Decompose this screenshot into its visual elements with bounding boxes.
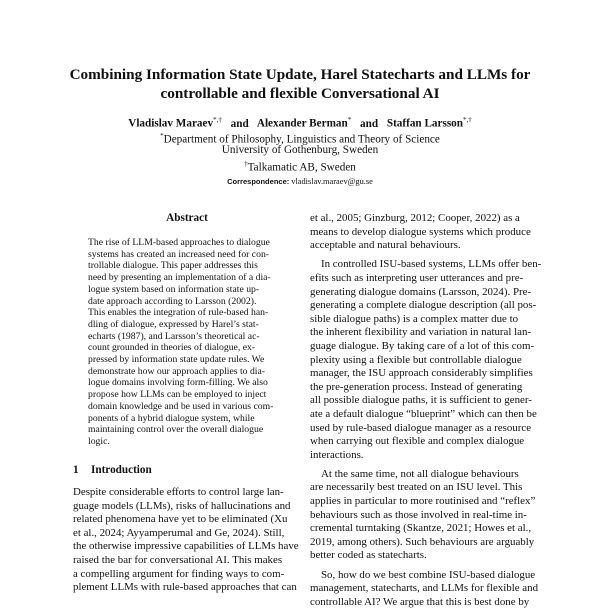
text-line: cremental turntaking (Skantze, 2021; Howes et al., [310, 522, 532, 535]
right-column-text [310, 212, 542, 609]
text-line: echarts (1987), and Larsson’s theoretical ac- [88, 330, 260, 342]
text-line: guage models (LLMs), risks of hallucinations and [73, 499, 291, 512]
text-line: demonstrate how our approach applies to dia- [88, 365, 266, 377]
text-line: trollable dialogue. This paper addresses this [88, 260, 258, 272]
text-line: are necessarily best treated on an ISU level. This [310, 481, 523, 494]
text-line: maintaining control over the overall dialogue [88, 424, 264, 436]
text-line: Despite considerable efforts to control large lan- [73, 486, 284, 498]
text-line: the inherent flexibility and variation in natural lan- [310, 326, 532, 339]
paragraph [310, 568, 539, 609]
text-line: acceptable and natural behaviours. [310, 239, 461, 252]
text-line: pressed by information state update rules. We [88, 354, 265, 366]
text-line: need by presenting an implementation of a dia- [88, 272, 271, 284]
text-line: The rise of LLM-based approaches to dialogue [88, 237, 270, 248]
text-line: logic. [88, 435, 110, 447]
text-line: plexity using a flexible but controllable dialogue [310, 353, 522, 366]
paragraph [310, 212, 536, 253]
text-line: 2019, among others). Such behaviours are arguably [310, 535, 535, 548]
author-name: Alexander Berman [256, 117, 348, 130]
author-marks: *,† [213, 116, 222, 124]
text-line: means to develop dialogue systems which produce [310, 225, 531, 238]
text-line: This enables the integration of rule-based han- [88, 307, 269, 319]
author-marks: *,† [463, 116, 472, 124]
paragraph [310, 468, 536, 563]
paragraph [310, 258, 542, 462]
text-line: generating a complete dialogue description (all pos- [310, 299, 537, 312]
text-line: interactions. [310, 448, 364, 461]
affiliation-text: Department of Philosophy, Linguistics and Theory of Science [163, 133, 440, 146]
text-line: raised the bar for conversational AI. This makes [73, 553, 283, 566]
text-line: At the same time, not all dialogue behaviours [321, 467, 519, 480]
correspondence-email[interactable]: vladislav.maraev@gu.se [291, 177, 373, 186]
affiliation-mark: † [244, 160, 248, 168]
affiliation-text: Talkamatic AB, Sweden [247, 161, 356, 174]
author-name: Vladislav Maraev [128, 117, 214, 130]
author-conjunction: and [230, 117, 249, 130]
text-line: et al., 2024; Ayyamperumal and Ge, 2024). Still, [73, 526, 285, 539]
author-name: Staffan Larsson [386, 117, 463, 130]
text-line: systems has created an increased need for con- [88, 248, 270, 260]
text-line: domain knowledge and be used in various com- [88, 400, 274, 412]
text-line: In controlled ISU-based systems, LLMs offer ben- [321, 258, 542, 271]
abstract-heading: Abstract [166, 212, 208, 224]
text-line: logue domains involving form-filling. We also [88, 377, 268, 389]
text-line: efits such as interpreting user utterances and pre- [310, 271, 524, 284]
text-line: plement LLMs with rule-based approaches that can [73, 581, 297, 594]
text-line: a compelling argument for finding ways to com- [73, 567, 285, 580]
paper-title [40, 66, 560, 103]
text-line: controllable AI? We argue that this is best done by [310, 595, 530, 608]
title-line-1: Combining Information State Update, Harel Statecharts and LLMs for [69, 66, 531, 83]
text-line: all possible dialogue paths, it is sufficient to gener- [310, 394, 532, 407]
introduction-text [73, 486, 299, 595]
text-line: count grounded in theories of dialogue, ex- [88, 342, 256, 354]
affiliation-line [40, 143, 560, 157]
text-line: propose how LLMs can be employed to inject [88, 389, 267, 401]
text-line: the pre-generation process. Instead of generating [310, 380, 523, 393]
text-line: behaviours such as those involved in real-time in- [310, 508, 527, 521]
text-line: date approach according to Larsson (2002). [88, 295, 257, 307]
text-line: guage dialogue. By taking care of a lot of this com- [310, 339, 535, 352]
text-line: sible dialogue paths) is a complex matter due to [310, 312, 519, 325]
author-marks: * [347, 116, 352, 124]
affiliation-line [40, 157, 560, 175]
text-line: generating dialogue domains (Larsson, 2024). Pre- [310, 285, 532, 298]
correspondence-label: Correspondence: [227, 177, 290, 186]
text-line: manager, the ISU approach considerably simplifies [310, 367, 533, 380]
text-line: ponents of a hybrid dialogue system, while [88, 412, 255, 424]
section-title: Introduction [91, 464, 152, 476]
text-line: logue system based on information state up- [88, 283, 260, 295]
text-line: used by rule-based dialogue manager as a resource [310, 421, 532, 434]
text-line: related phenomena have yet to be eliminated (Xu [73, 513, 288, 526]
title-line-2: controllable and flexible Conversational AI [160, 84, 440, 102]
section-number: 1 [73, 464, 79, 476]
affiliation-mark: * [160, 132, 164, 140]
text-line: So, how do we best combine ISU-based dialogue [321, 568, 536, 581]
section-heading [73, 464, 152, 476]
author-conjunction: and [360, 117, 379, 130]
correspondence [40, 177, 560, 187]
text-line: the otherwise impressive capabilities of LLMs have [73, 540, 299, 553]
text-line: et al., 2005; Ginzburg, 2012; Cooper, 2022) as a [310, 212, 520, 224]
abstract-body [88, 237, 286, 448]
text-line: ate a default dialogue “blueprint” which can then be [310, 407, 537, 420]
text-line: when carrying out flexible and complex dialogue [310, 435, 525, 448]
text-line: management, statecharts, and LLMs for flexible and [310, 582, 539, 595]
text-line: better coded as statecharts. [310, 549, 427, 562]
text-line: applies in particular to more routinised and “reflex” [310, 495, 536, 508]
text-line: dling of dialogue, expressed by Harel’s stat- [88, 318, 259, 330]
affiliation-text: University of Gothenburg, Sweden [221, 144, 379, 156]
